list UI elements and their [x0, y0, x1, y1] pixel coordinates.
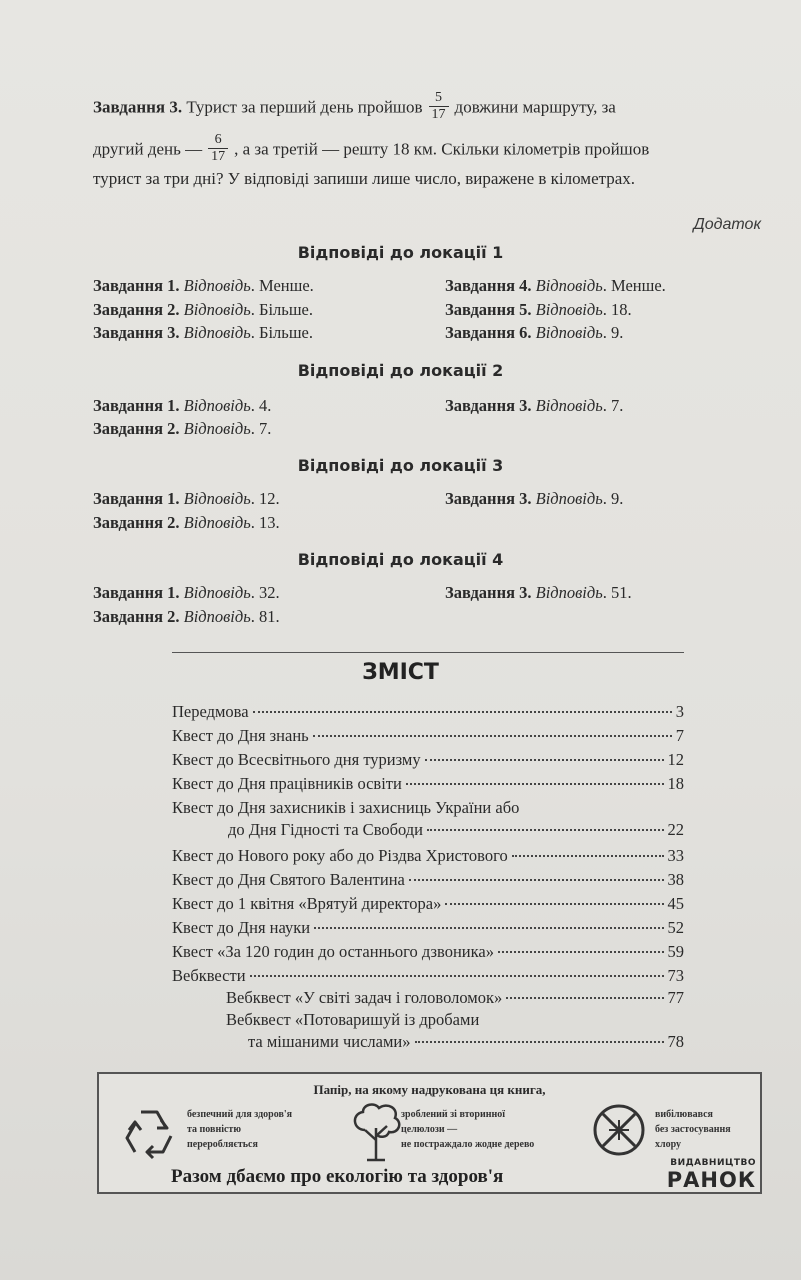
toc-subitem[interactable]: та мішаними числами» 78 — [248, 1032, 684, 1051]
publisher-label: ВИДАВНИЦТВО — [670, 1158, 756, 1168]
fraction-6-17 — [208, 132, 228, 165]
eco-header: Папір, на якому надрукована ця книга, — [313, 1082, 546, 1097]
eco-col-1: безпечний для здоров'я та повністю переробляється — [187, 1109, 293, 1150]
answer-item: Завдання 2. Відповідь. 13. — [93, 513, 280, 532]
answer-item: Завдання 3. Відповідь. 7. — [445, 396, 624, 415]
fraction-denominator: 17 — [431, 107, 446, 122]
toc-item-webquests[interactable]: Вебквести 73 — [172, 966, 684, 985]
answer-item: Завдання 4. Відповідь. Менше. — [445, 276, 666, 295]
eco-info-box — [97, 1072, 762, 1194]
toc-item[interactable]: Квест до Всесвітнього дня туризму 12 — [172, 750, 684, 769]
toc-title: ЗМІСТ — [362, 660, 439, 685]
answer-item: Завдання 2. Відповідь. 81. — [93, 607, 280, 626]
task-3-text-e: турист за три дні? У відповіді запиши лише число, виражене в кілометрах. — [93, 169, 636, 188]
task-3-line-1 — [93, 92, 765, 122]
answer-item: Завдання 2. Відповідь. Більше. — [93, 300, 313, 319]
fraction-numerator: 6 — [208, 132, 228, 149]
task-3-line-3 — [93, 164, 765, 194]
answer-item: Завдання 3. Відповідь. Більше. — [93, 323, 313, 342]
addendum-label: Додаток — [693, 216, 761, 233]
toc-item-line-1[interactable]: Квест до Дня захисників і захисниць України або — [172, 798, 520, 817]
toc-item[interactable]: Квест до Дня працівників освіти 18 — [172, 774, 684, 793]
no-chlorine-icon — [591, 1102, 647, 1158]
eco-col-3: вибілювався без застосування хлору — [655, 1109, 731, 1150]
answer-item: Завдання 1. Відповідь. Менше. — [93, 276, 314, 295]
answer-item: Завдання 1. Відповідь. 4. — [93, 396, 272, 415]
answers-location-3-title: Відповіді до локації 3 — [297, 456, 504, 475]
task-3-line-2 — [93, 134, 765, 164]
answer-item: Завдання 2. Відповідь. 7. — [93, 419, 272, 438]
toc-subitem-line-1[interactable]: Вебквест «Потоваришуй із дробами — [226, 1010, 480, 1029]
answers-location-1-title: Відповіді до локації 1 — [297, 243, 504, 262]
toc-item[interactable]: Квест до Дня Святого Валентина 38 — [172, 870, 684, 889]
task-3-label: Завдання 3. — [93, 97, 183, 117]
answers-location-2-title: Відповіді до локації 2 — [297, 361, 504, 380]
task-3-text-d: , а за третій — решту 18 км. Скільки кілометрів пройшов — [234, 139, 650, 159]
answer-item: Завдання 3. Відповідь. 51. — [445, 583, 632, 602]
task-3-text-a: Турист за перший день пройшов — [186, 97, 423, 117]
toc-item-preface[interactable]: Передмова 3 — [172, 702, 684, 721]
fraction-numerator: 5 — [429, 90, 449, 107]
toc-item[interactable]: до Дня Гідності та Свободи 22 — [228, 820, 684, 839]
answer-item: Завдання 3. Відповідь. 9. — [445, 489, 624, 508]
toc-item[interactable]: Квест до Дня знань 7 — [172, 726, 684, 745]
toc-item[interactable]: Квест до 1 квітня «Врятуй директора» 45 — [172, 894, 684, 913]
toc-item[interactable]: Квест «За 120 годин до останнього дзвоника» 59 — [172, 942, 684, 961]
task-3-text-c: другий день — — [93, 139, 203, 159]
publisher-logo: РАНОК — [666, 1168, 756, 1192]
toc-item[interactable]: Квест до Нового року або до Різдва Христового 33 — [172, 846, 684, 865]
tree-icon — [349, 1100, 403, 1162]
toc-subitem[interactable]: Вебквест «У світі задач і головоломок» 77 — [226, 988, 684, 1007]
answer-item: Завдання 6. Відповідь. 9. — [445, 323, 624, 342]
answers-location-4-title: Відповіді до локації 4 — [297, 550, 504, 569]
recycle-icon — [121, 1106, 177, 1160]
answer-item: Завдання 1. Відповідь. 32. — [93, 583, 280, 602]
fraction-5-17 — [429, 90, 449, 123]
answer-item: Завдання 1. Відповідь. 12. — [93, 489, 280, 508]
section-divider — [172, 652, 684, 653]
eco-slogan: Разом дбаємо про екологію та здоров'я — [171, 1166, 504, 1187]
eco-col-2: зроблений зі вторинної целюлози — не постраждало жодне дерево — [401, 1109, 535, 1150]
task-3-text — [93, 92, 765, 194]
toc-item[interactable]: Квест до Дня науки 52 — [172, 918, 684, 937]
fraction-denominator: 17 — [211, 149, 226, 164]
task-3-text-b: довжини маршруту, за — [454, 97, 616, 117]
answer-item: Завдання 5. Відповідь. 18. — [445, 300, 632, 319]
